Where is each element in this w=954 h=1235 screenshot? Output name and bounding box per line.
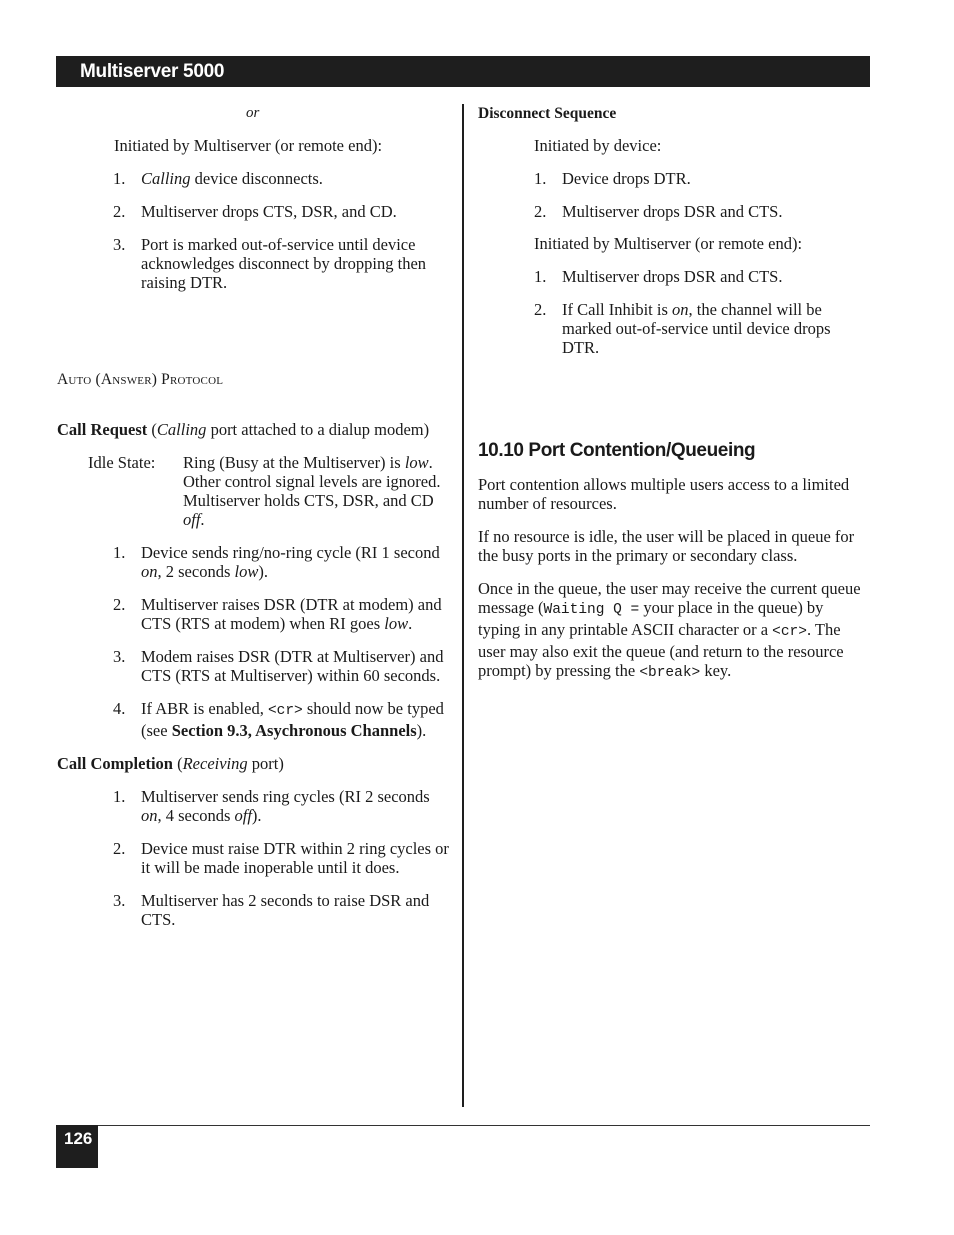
item-text: should now be typed (see: [141, 699, 444, 740]
item-number: 3.: [113, 235, 126, 254]
page-number-text: 126: [64, 1129, 93, 1148]
list-item: [57, 169, 449, 188]
list-item: [57, 891, 449, 929]
queue-paragraph: If no resource is idle, the user will be placed in queue for the busy ports in the primary or secondary class.: [478, 527, 855, 565]
call-completion-paragraph: [57, 754, 449, 773]
item-text: ).: [416, 721, 427, 740]
item-number: 2.: [113, 839, 126, 858]
section-reference: Section 9.3, Asychronous Channels: [171, 721, 417, 740]
item-number: 4.: [113, 699, 126, 718]
item-text: Multiserver raises DSR (DTR at modem) and CTS (RTS at modem) when RI goes: [141, 595, 442, 633]
calling-emphasis: Calling: [156, 420, 207, 439]
item-text: Port is marked out-of-service until device acknowledges disconnect by dropping then raising DTR.: [141, 235, 427, 292]
item-text: ).: [251, 806, 262, 825]
item-number: 1.: [534, 267, 547, 286]
item-emphasis: on: [672, 300, 689, 319]
idle-state-block: [57, 453, 449, 529]
list-item: [57, 202, 449, 221]
disconnect-sequence-heading: Disconnect Sequence: [478, 105, 617, 122]
waiting-q-code: Waiting Q =: [543, 602, 640, 618]
para-text: Once in the queue, the user may receive the current queue message (: [478, 579, 861, 617]
running-header: [56, 56, 870, 87]
call-completion-label: Call Completion: [57, 754, 173, 773]
item-number: 1.: [534, 169, 547, 188]
item-emphasis: on: [141, 562, 158, 581]
item-number: 3.: [113, 891, 126, 910]
item-text: .: [408, 614, 413, 633]
section-heading: 10.10 Port Contention/Queueing: [478, 440, 756, 461]
idle-state-label: Idle State:: [88, 453, 156, 472]
item-number: 1.: [113, 543, 126, 562]
idle-text: .: [200, 510, 205, 529]
item-text: Multiserver drops CTS, DSR, and CD.: [141, 202, 397, 221]
right-column: [478, 104, 868, 683]
idle-emphasis: off: [183, 510, 201, 529]
idle-emphasis: low: [404, 453, 429, 472]
cr-code: <cr>: [772, 624, 807, 640]
initiated-by-multiserver-label: Initiated by Multiserver (or remote end):: [534, 234, 803, 253]
cr-code: <cr>: [267, 703, 303, 719]
item-number: 3.: [113, 647, 126, 666]
item-emphasis: Calling: [141, 169, 191, 188]
receiving-emphasis: Receiving: [182, 754, 248, 773]
item-text: , 4 seconds: [157, 806, 235, 825]
item-text: device disconnects.: [190, 169, 323, 188]
item-text: ).: [258, 562, 268, 581]
item-number: 1.: [113, 169, 126, 188]
item-text: Device sends ring/no-ring cycle (RI 1 second: [141, 543, 440, 562]
list-item: [57, 839, 449, 877]
idle-text: . Other control signal levels are ignored. Multiserver holds CTS, DSR, and CD: [183, 453, 441, 510]
item-text: Device must raise DTR within 2 ring cycles or it will be made inoperable until it does.: [141, 839, 449, 877]
header-title: Multiserver 5000: [80, 61, 225, 82]
item-text: Multiserver drops DSR and CTS.: [562, 267, 783, 286]
para-text: your place in the queue) by typing in any printable ASCII character or a: [478, 598, 824, 639]
list-item: [57, 787, 449, 825]
left-column: [57, 104, 449, 929]
call-request-label: Call Request: [57, 420, 148, 439]
list-item: [57, 647, 449, 685]
port-contention-paragraph: Port contention allows multiple users access to a limited number of resources.: [478, 475, 850, 513]
or-label: or: [246, 105, 260, 121]
call-request-text: port attached to a dialup modem): [206, 420, 430, 439]
queue-message-paragraph: [478, 579, 868, 683]
item-text: Multiserver drops DSR and CTS.: [562, 202, 783, 221]
item-number: 2.: [113, 202, 126, 221]
para-text: key.: [700, 661, 732, 680]
item-text: If ABR is enabled,: [141, 699, 268, 718]
auto-answer-protocol-heading: Auto (Answer) Protocol: [57, 371, 224, 388]
item-text: , 2 seconds: [157, 562, 235, 581]
item-text: If Call Inhibit is: [562, 300, 672, 319]
footer-rule: [56, 1125, 870, 1126]
item-emphasis: low: [234, 562, 259, 581]
list-item: [57, 699, 449, 740]
call-request-paragraph: [57, 420, 449, 439]
item-text: , the channel will be marked out-of-service until device drops DTR.: [562, 300, 831, 357]
initiated-by-multiserver-label: Initiated by Multiserver (or remote end):: [114, 136, 383, 155]
paren: (: [172, 754, 183, 773]
break-code: <break>: [639, 665, 701, 681]
item-emphasis: low: [384, 614, 409, 633]
list-item: [57, 595, 449, 633]
para-text: . The user may also exit the queue (and return to the resource prompt) by pressing the: [478, 620, 844, 680]
column-divider: [462, 104, 464, 1107]
initiated-by-device-label: Initiated by device:: [534, 136, 662, 155]
item-text: Modem raises DSR (DTR at Multiserver) and CTS (RTS at Multiserver) within 60 seconds.: [141, 647, 444, 685]
list-item: [478, 202, 868, 221]
paren: (: [147, 420, 157, 439]
list-item: [478, 300, 868, 357]
idle-text: Ring (Busy at the Multiserver) is: [183, 453, 405, 472]
item-number: 1.: [113, 787, 126, 806]
item-number: 2.: [534, 300, 547, 319]
page-number: [56, 1125, 98, 1168]
list-item: [478, 267, 868, 286]
item-emphasis: off: [234, 806, 252, 825]
list-item: [57, 235, 449, 292]
list-item: [57, 543, 449, 581]
item-text: Multiserver sends ring cycles (RI 2 seconds: [141, 787, 430, 806]
list-item: [478, 169, 868, 188]
item-text: Multiserver has 2 seconds to raise DSR and CTS.: [141, 891, 430, 929]
item-emphasis: on: [141, 806, 158, 825]
item-number: 2.: [113, 595, 126, 614]
item-text: Device drops DTR.: [562, 169, 691, 188]
item-number: 2.: [534, 202, 547, 221]
call-completion-text: port): [247, 754, 284, 773]
